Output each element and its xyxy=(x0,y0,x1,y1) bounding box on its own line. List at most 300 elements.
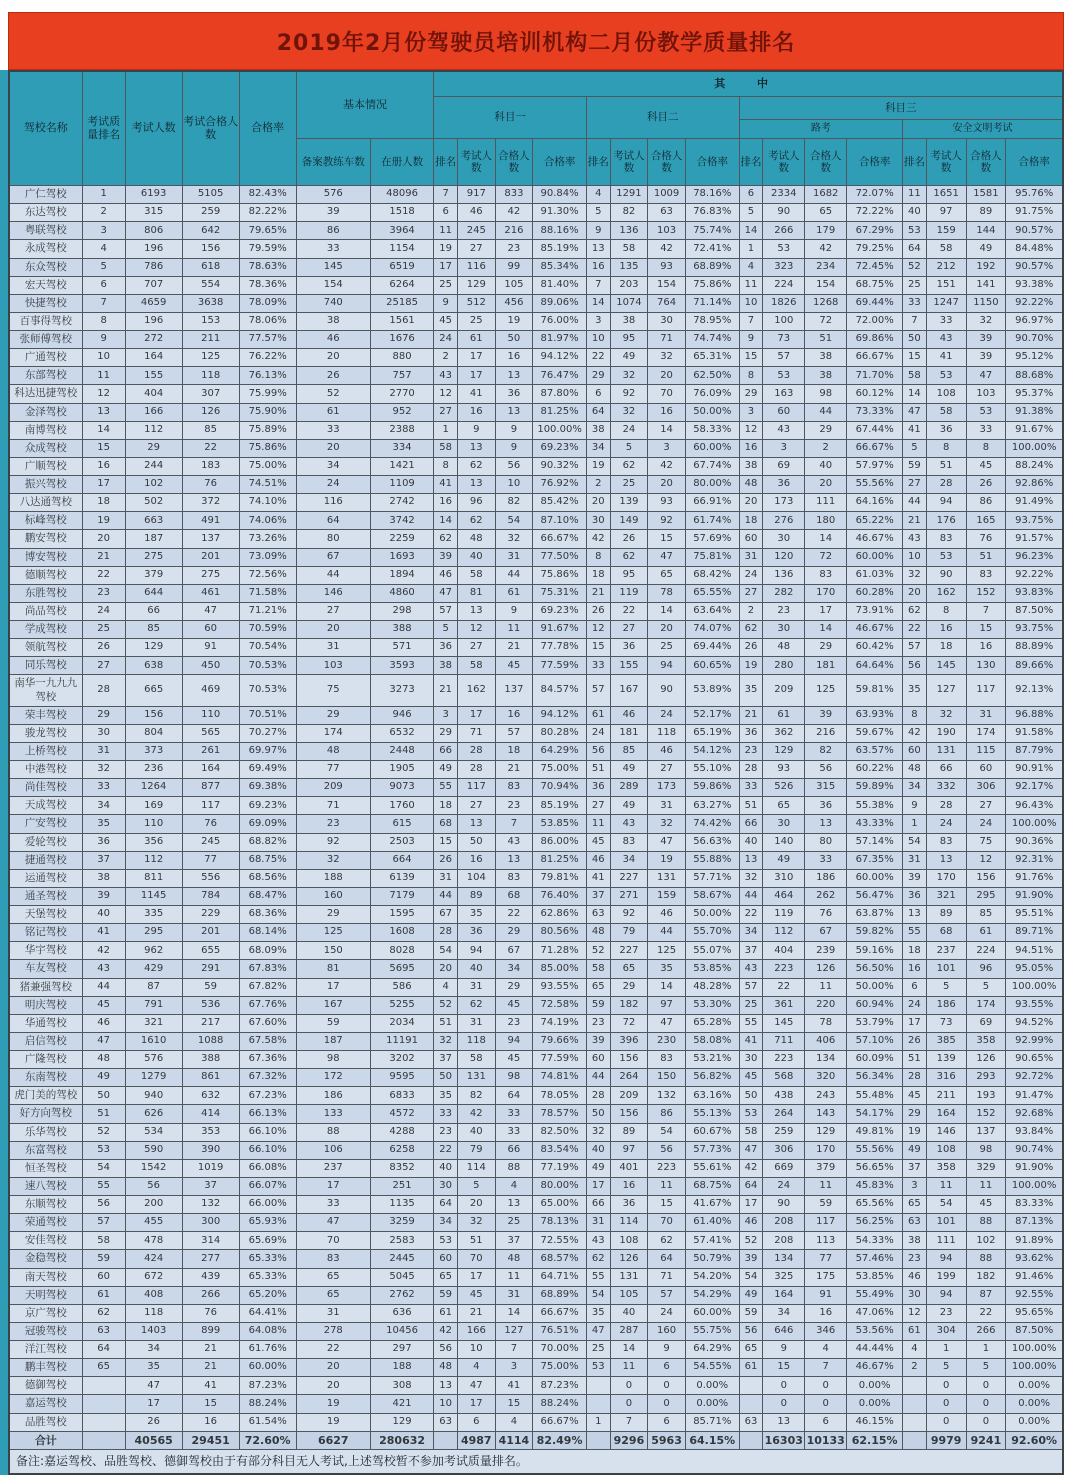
value-cell: 67.74% xyxy=(685,457,739,475)
value-cell: 54.29% xyxy=(685,1286,739,1304)
value-cell: 94 xyxy=(495,1032,533,1050)
value-cell: 30 xyxy=(763,815,805,833)
value-cell: 60.00% xyxy=(847,548,903,566)
value-cell: 12 xyxy=(434,385,458,403)
value-cell: 56 xyxy=(805,761,847,779)
value-cell: 88.24% xyxy=(533,1395,587,1413)
value-cell: 41.67% xyxy=(685,1196,739,1214)
value-cell: 21 xyxy=(739,706,763,724)
value-cell: 81.25% xyxy=(533,403,587,421)
value-cell: 47 xyxy=(82,1032,125,1050)
value-cell: 56 xyxy=(648,1141,686,1159)
value-cell: 36 xyxy=(434,639,458,657)
value-cell: 64 xyxy=(495,1087,533,1105)
value-cell: 66.08% xyxy=(239,1159,296,1177)
value-cell: 48 xyxy=(739,476,763,494)
value-cell: 6258 xyxy=(370,1141,433,1159)
value-cell: 23 xyxy=(903,1250,927,1268)
value-cell: 49 xyxy=(610,797,648,815)
value-cell: 40 xyxy=(434,1159,458,1177)
value-cell: 136 xyxy=(610,222,648,240)
value-cell: 14 xyxy=(586,294,610,312)
school-name-cell: 品胜驾校 xyxy=(9,1413,82,1431)
table-row xyxy=(9,797,1063,815)
value-cell: 212 xyxy=(926,258,966,276)
value-cell: 167 xyxy=(610,675,648,706)
value-cell: 295 xyxy=(125,924,182,942)
value-cell: 105 xyxy=(495,276,533,294)
value-cell: 38 xyxy=(434,657,458,675)
value-cell: 28 xyxy=(926,476,966,494)
value-cell: 11 xyxy=(495,621,533,639)
value-cell: 261 xyxy=(182,742,239,760)
value-cell: 65 xyxy=(586,978,610,996)
value-cell: 1150 xyxy=(966,294,1006,312)
value-cell: 36 xyxy=(586,779,610,797)
value-cell: 49 xyxy=(434,761,458,779)
value-cell: 289 xyxy=(610,779,648,797)
value-cell: 21 xyxy=(82,548,125,566)
value-cell: 173 xyxy=(648,779,686,797)
value-cell: 266 xyxy=(966,1322,1006,1340)
table-row xyxy=(9,476,1063,494)
value-cell: 75 xyxy=(296,675,370,706)
value-cell: 2762 xyxy=(370,1286,433,1304)
value-cell: 126 xyxy=(805,960,847,978)
value-cell: 83 xyxy=(926,833,966,851)
value-cell: 21 xyxy=(434,675,458,706)
value-cell: 91.46% xyxy=(1006,1268,1063,1286)
value-cell: 54.55% xyxy=(685,1359,739,1377)
value-cell: 237 xyxy=(926,942,966,960)
school-name-cell: 同乐驾校 xyxy=(9,657,82,675)
value-cell: 90.70% xyxy=(1006,331,1063,349)
value-cell: 75.31% xyxy=(533,584,587,602)
value-cell: 55.13% xyxy=(685,1105,739,1123)
value-cell: 644 xyxy=(125,584,182,602)
value-cell: 41 xyxy=(457,385,495,403)
value-cell: 88.68% xyxy=(1006,367,1063,385)
value-cell: 237 xyxy=(296,1159,370,1177)
value-cell: 223 xyxy=(763,1051,805,1069)
value-cell: 58.08% xyxy=(685,1032,739,1050)
value-cell: 47 xyxy=(296,1214,370,1232)
table-row xyxy=(9,584,1063,602)
value-cell: 15 xyxy=(763,1359,805,1377)
value-cell: 31 xyxy=(457,978,495,996)
value-cell: 45 xyxy=(739,1069,763,1087)
value-cell: 106 xyxy=(296,1141,370,1159)
value-cell: 455 xyxy=(125,1214,182,1232)
value-cell xyxy=(739,1431,763,1450)
value-cell: 86 xyxy=(648,1105,686,1123)
value-cell: 56.63% xyxy=(685,833,739,851)
value-cell: 167 xyxy=(296,996,370,1014)
value-cell: 5 xyxy=(739,204,763,222)
value-cell: 76.92% xyxy=(533,476,587,494)
value-cell: 139 xyxy=(610,494,648,512)
header-sub: 排名 xyxy=(739,139,763,186)
value-cell: 58 xyxy=(926,403,966,421)
school-name-cell: 南华一九九九驾校 xyxy=(9,675,82,706)
value-cell: 5105 xyxy=(182,186,239,204)
value-cell: 39 xyxy=(434,548,458,566)
school-name-cell: 捷通驾校 xyxy=(9,851,82,869)
value-cell: 56.47% xyxy=(847,887,903,905)
value-cell: 68.56% xyxy=(239,869,296,887)
school-name-cell: 德御驾校 xyxy=(9,1377,82,1395)
value-cell: 45 xyxy=(966,457,1006,475)
value-cell: 49 xyxy=(903,1141,927,1159)
value-cell: 2503 xyxy=(370,833,433,851)
value-cell: 4 xyxy=(586,186,610,204)
value-cell: 14 xyxy=(739,222,763,240)
value-cell: 50.79% xyxy=(685,1250,739,1268)
value-cell: 57.14% xyxy=(847,833,903,851)
value-cell: 60.00% xyxy=(685,1304,739,1322)
school-name-cell: 广顺驾校 xyxy=(9,457,82,475)
value-cell: 47 xyxy=(434,584,458,602)
value-cell: 149 xyxy=(610,512,648,530)
header-sub: 合格人数 xyxy=(805,139,847,186)
value-cell: 96.88% xyxy=(1006,706,1063,724)
value-cell: 94.51% xyxy=(1006,942,1063,960)
value-cell: 33 xyxy=(296,421,370,439)
value-cell: 118 xyxy=(125,1304,182,1322)
value-cell: 23 xyxy=(434,1123,458,1141)
value-cell: 78.16% xyxy=(685,186,739,204)
header-subject3: 科目三 xyxy=(739,97,1063,120)
value-cell: 5 xyxy=(966,978,1006,996)
value-cell: 156 xyxy=(966,869,1006,887)
value-cell: 44 xyxy=(739,887,763,905)
value-cell: 2334 xyxy=(763,186,805,204)
value-cell: 89 xyxy=(610,1123,648,1141)
table-row xyxy=(9,421,1063,439)
value-cell: 669 xyxy=(763,1159,805,1177)
value-cell: 1 xyxy=(82,186,125,204)
value-cell: 11 xyxy=(82,367,125,385)
table-row xyxy=(9,1232,1063,1250)
table-row xyxy=(9,869,1063,887)
value-cell: 52 xyxy=(82,1123,125,1141)
value-cell: 51 xyxy=(586,761,610,779)
value-cell: 438 xyxy=(763,1087,805,1105)
value-cell: 259 xyxy=(182,204,239,222)
value-cell: 11191 xyxy=(370,1032,433,1050)
value-cell: 10 xyxy=(739,294,763,312)
value-cell: 58 xyxy=(610,240,648,258)
header-among: 其 中 xyxy=(434,71,1063,97)
value-cell: 8 xyxy=(926,602,966,620)
value-cell: 0 xyxy=(648,1377,686,1395)
value-cell: 224 xyxy=(763,276,805,294)
value-cell: 211 xyxy=(926,1087,966,1105)
value-cell: 145 xyxy=(296,258,370,276)
value-cell: 85.19% xyxy=(533,797,587,815)
value-cell: 4 xyxy=(495,1413,533,1431)
value-cell: 25 xyxy=(434,276,458,294)
value-cell: 67.23% xyxy=(239,1087,296,1105)
value-cell: 100.00% xyxy=(1006,978,1063,996)
value-cell: 36 xyxy=(903,887,927,905)
value-cell: 83 xyxy=(610,833,648,851)
value-cell: 59 xyxy=(739,1304,763,1322)
value-cell: 23 xyxy=(586,1014,610,1032)
value-cell: 64 xyxy=(739,1177,763,1195)
value-cell: 33 xyxy=(82,779,125,797)
value-cell: 32 xyxy=(610,403,648,421)
value-cell: 80 xyxy=(805,833,847,851)
value-cell: 76.47% xyxy=(533,367,587,385)
value-cell: 59 xyxy=(805,1196,847,1214)
value-cell: 24 xyxy=(926,815,966,833)
value-cell: 56.82% xyxy=(685,1069,739,1087)
school-name-cell: 华宇驾校 xyxy=(9,942,82,960)
value-cell: 91 xyxy=(182,639,239,657)
value-cell: 50.00% xyxy=(685,906,739,924)
value-cell: 51 xyxy=(966,548,1006,566)
value-cell: 9 xyxy=(434,294,458,312)
value-cell: 52.17% xyxy=(685,706,739,724)
value-cell: 59.67% xyxy=(847,724,903,742)
value-cell: 57 xyxy=(903,639,927,657)
value-cell: 29 xyxy=(805,421,847,439)
table-row xyxy=(9,1214,1063,1232)
table-row xyxy=(9,457,1063,475)
value-cell: 23 xyxy=(926,1304,966,1322)
value-cell: 60 xyxy=(434,1250,458,1268)
value-cell: 66.67% xyxy=(533,1413,587,1431)
value-cell: 50 xyxy=(903,331,927,349)
value-cell: 61 xyxy=(763,706,805,724)
value-cell: 293 xyxy=(966,1069,1006,1087)
value-cell: 68.36% xyxy=(239,906,296,924)
value-cell: 18 xyxy=(495,742,533,760)
value-cell: 87.13% xyxy=(1006,1214,1063,1232)
school-name-cell: 天明驾校 xyxy=(9,1286,82,1304)
value-cell: 7 xyxy=(739,312,763,330)
value-cell: 16 xyxy=(926,621,966,639)
value-cell: 44 xyxy=(296,566,370,584)
value-cell: 90.65% xyxy=(1006,1051,1063,1069)
value-cell: 90.74% xyxy=(1006,1141,1063,1159)
value-cell: 5 xyxy=(903,439,927,457)
value-cell: 15 xyxy=(648,1196,686,1214)
value-cell: 81.40% xyxy=(533,276,587,294)
value-cell: 408 xyxy=(125,1286,182,1304)
value-cell: 19 xyxy=(739,657,763,675)
value-cell: 1009 xyxy=(648,186,686,204)
value-cell: 36 xyxy=(82,833,125,851)
value-cell: 47 xyxy=(125,1377,182,1395)
value-cell: 25185 xyxy=(370,294,433,312)
value-cell: 83 xyxy=(966,566,1006,584)
value-cell: 49 xyxy=(966,240,1006,258)
value-cell: 16 xyxy=(495,706,533,724)
value-cell: 315 xyxy=(125,204,182,222)
value-cell: 186 xyxy=(296,1087,370,1105)
value-cell: 9296 xyxy=(610,1431,648,1450)
value-cell: 278 xyxy=(296,1322,370,1340)
value-cell: 29 xyxy=(739,385,763,403)
table-row xyxy=(9,779,1063,797)
value-cell: 87.23% xyxy=(239,1377,296,1395)
value-cell: 25 xyxy=(610,476,648,494)
header-basic: 基本情况 xyxy=(296,71,434,139)
value-cell: 1247 xyxy=(926,294,966,312)
value-cell: 60 xyxy=(763,403,805,421)
value-cell: 62.50% xyxy=(685,367,739,385)
value-cell: 27 xyxy=(457,240,495,258)
value-cell: 2742 xyxy=(370,494,433,512)
value-cell: 18 xyxy=(903,942,927,960)
value-cell: 478 xyxy=(125,1232,182,1250)
table-row xyxy=(9,887,1063,905)
value-cell: 19 xyxy=(434,240,458,258)
value-cell: 33 xyxy=(805,851,847,869)
value-cell: 33 xyxy=(966,421,1006,439)
value-cell: 83 xyxy=(648,1051,686,1069)
value-cell: 88 xyxy=(296,1123,370,1141)
value-cell: 35 xyxy=(457,906,495,924)
value-cell: 17 xyxy=(457,349,495,367)
value-cell: 1109 xyxy=(370,476,433,494)
value-cell: 40565 xyxy=(125,1431,182,1450)
school-name-cell: 合计 xyxy=(9,1431,82,1450)
value-cell: 35 xyxy=(739,675,763,706)
value-cell: 211 xyxy=(182,331,239,349)
value-cell: 22 xyxy=(903,621,927,639)
value-cell: 59.82% xyxy=(847,924,903,942)
value-cell: 46 xyxy=(648,906,686,924)
table-row xyxy=(9,276,1063,294)
value-cell: 85.34% xyxy=(533,258,587,276)
value-cell: 56 xyxy=(739,1322,763,1340)
value-cell: 57.73% xyxy=(685,1141,739,1159)
value-cell: 46 xyxy=(434,566,458,584)
value-cell: 34 xyxy=(739,924,763,942)
value-cell: 51 xyxy=(82,1105,125,1123)
value-cell: 40 xyxy=(903,204,927,222)
school-name-cell: 领航驾校 xyxy=(9,639,82,657)
ranking-table xyxy=(8,70,1064,1475)
value-cell: 38 xyxy=(82,869,125,887)
value-cell: 66 xyxy=(434,742,458,760)
value-cell: 25 xyxy=(648,639,686,657)
value-cell: 65.28% xyxy=(685,1014,739,1032)
value-cell: 69.23% xyxy=(533,439,587,457)
value-cell: 134 xyxy=(805,1051,847,1069)
value-cell: 20 xyxy=(648,476,686,494)
value-cell: 156 xyxy=(182,240,239,258)
value-cell: 116 xyxy=(296,494,370,512)
value-cell: 43 xyxy=(82,960,125,978)
value-cell: 117 xyxy=(966,675,1006,706)
table-row xyxy=(9,657,1063,675)
value-cell: 70 xyxy=(457,1250,495,1268)
value-cell: 15 xyxy=(586,639,610,657)
value-cell: 56.50% xyxy=(847,960,903,978)
value-cell: 2 xyxy=(82,204,125,222)
value-cell: 17 xyxy=(125,1395,182,1413)
value-cell: 78.05% xyxy=(533,1087,587,1105)
value-cell: 127 xyxy=(926,675,966,706)
value-cell: 112 xyxy=(125,421,182,439)
value-cell: 33 xyxy=(434,1105,458,1123)
value-cell: 663 xyxy=(125,512,182,530)
value-cell: 20 xyxy=(739,494,763,512)
value-cell: 672 xyxy=(125,1268,182,1286)
school-name-cell: 天堡驾校 xyxy=(9,906,82,924)
table-row xyxy=(9,258,1063,276)
value-cell: 315 xyxy=(805,779,847,797)
value-cell: 26 xyxy=(434,851,458,869)
value-cell: 94 xyxy=(926,1250,966,1268)
value-cell: 28 xyxy=(926,797,966,815)
value-cell: 18 xyxy=(926,639,966,657)
value-cell: 92 xyxy=(648,512,686,530)
value-cell: 83.33% xyxy=(1006,1196,1063,1214)
value-cell: 67.36% xyxy=(239,1051,296,1069)
value-cell: 16 xyxy=(586,258,610,276)
value-cell: 314 xyxy=(182,1232,239,1250)
value-cell: 73.09% xyxy=(239,548,296,566)
school-name-cell: 洋江驾校 xyxy=(9,1341,82,1359)
value-cell: 1651 xyxy=(926,186,966,204)
value-cell: 125 xyxy=(805,675,847,706)
value-cell: 14 xyxy=(648,421,686,439)
header-sub: 合格率 xyxy=(685,139,739,186)
value-cell: 13 xyxy=(457,476,495,494)
value-cell xyxy=(82,1377,125,1395)
table-row xyxy=(9,724,1063,742)
value-cell: 29 xyxy=(805,639,847,657)
value-cell: 44 xyxy=(434,887,458,905)
value-cell: 91.57% xyxy=(1006,530,1063,548)
value-cell: 49 xyxy=(610,761,648,779)
value-cell: 117 xyxy=(182,797,239,815)
value-cell: 28 xyxy=(457,742,495,760)
value-cell: 77.57% xyxy=(239,331,296,349)
value-cell: 70 xyxy=(648,1214,686,1232)
value-cell: 29 xyxy=(586,367,610,385)
value-cell: 31 xyxy=(82,742,125,760)
school-name-cell: 速八驾校 xyxy=(9,1177,82,1195)
value-cell: 0 xyxy=(926,1395,966,1413)
value-cell: 135 xyxy=(610,258,648,276)
school-name-cell: 众成驾校 xyxy=(9,439,82,457)
value-cell: 60.22% xyxy=(847,761,903,779)
value-cell: 404 xyxy=(125,385,182,403)
school-name-cell: 恒圣驾校 xyxy=(9,1159,82,1177)
value-cell: 126 xyxy=(610,1250,648,1268)
value-cell: 53 xyxy=(586,1359,610,1377)
value-cell: 56.65% xyxy=(847,1159,903,1177)
value-cell: 91.76% xyxy=(1006,869,1063,887)
table-row xyxy=(9,240,1063,258)
value-cell: 3 xyxy=(739,403,763,421)
value-cell: 335 xyxy=(125,906,182,924)
value-cell: 154 xyxy=(805,276,847,294)
value-cell: 29 xyxy=(125,439,182,457)
table-row xyxy=(9,1431,1063,1450)
value-cell: 20 xyxy=(648,367,686,385)
value-cell: 27 xyxy=(457,639,495,657)
value-cell: 75.99% xyxy=(239,385,296,403)
value-cell: 58.33% xyxy=(685,421,739,439)
value-cell: 137 xyxy=(182,530,239,548)
